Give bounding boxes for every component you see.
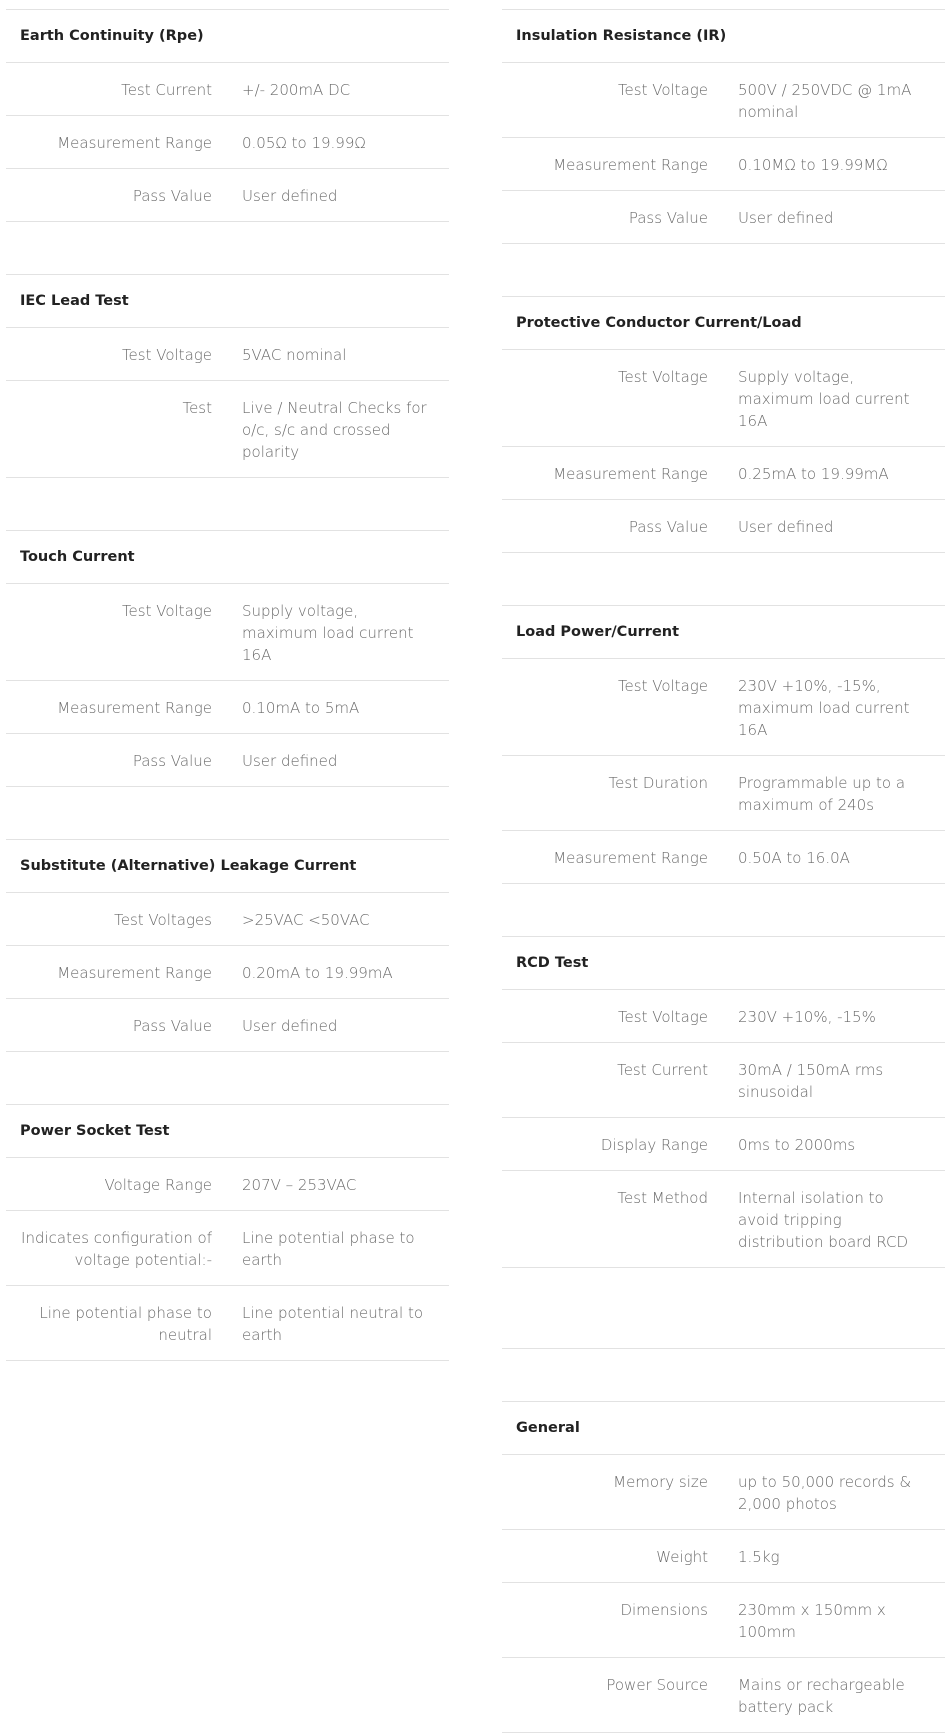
spec-label: Test Voltage <box>617 81 708 99</box>
section-title: Earth Continuity (Rpe) <box>20 28 204 44</box>
section-title: General <box>516 1420 580 1436</box>
spec-value: 30mA / 150mA rms sinusoidal <box>738 1061 884 1101</box>
spec-row <box>502 1043 945 1118</box>
section-title: RCD Test <box>516 955 589 971</box>
spec-label: Test Voltage <box>121 346 212 364</box>
section-title: Substitute (Alternative) Leakage Current <box>20 858 357 874</box>
spec-label: Display Range <box>600 1136 708 1154</box>
spec-value: 0.20mA to 19.99mA <box>242 964 393 982</box>
spec-table-left <box>6 9 449 1361</box>
spec-label: Measurement Range <box>57 134 212 152</box>
section-header-row <box>6 1105 449 1158</box>
section-title: Protective Conductor Current/Load <box>516 315 802 331</box>
spec-row <box>502 1171 945 1268</box>
spec-value: Line potential phase to earth <box>242 1229 415 1269</box>
spec-label: Test Voltage <box>617 677 708 695</box>
spec-row <box>502 990 945 1043</box>
spec-row <box>6 328 449 381</box>
spec-row <box>502 447 945 500</box>
spec-value: 1.5kg <box>738 1548 780 1566</box>
spec-value: 0.10MΩ to 19.99MΩ <box>738 156 888 174</box>
section-title: Power Socket Test <box>20 1123 170 1139</box>
section-spacer <box>6 787 449 840</box>
spec-label: Pass Value <box>132 187 212 205</box>
spec-row <box>502 1455 945 1530</box>
spec-label: Pass Value <box>132 1017 212 1035</box>
section-header-row <box>502 297 945 350</box>
spec-value: 0.50A to 16.0A <box>738 849 850 867</box>
spec-label: Test Voltages <box>114 911 212 929</box>
spec-row <box>502 191 945 244</box>
spec-label: Line potential phase to neutral <box>39 1304 212 1344</box>
spec-label: Test Duration <box>608 774 708 792</box>
spec-row <box>502 659 945 756</box>
spec-table-body <box>6 10 449 1361</box>
spec-row <box>6 999 449 1052</box>
spec-row <box>6 893 449 946</box>
spec-label: Test Current <box>617 1061 708 1079</box>
section-spacer <box>6 222 449 275</box>
section-header-row <box>502 10 945 63</box>
blank-row <box>502 1268 945 1349</box>
spec-value: Line potential neutral to earth <box>242 1304 423 1344</box>
spec-value: User defined <box>242 187 338 205</box>
spec-row <box>502 500 945 553</box>
section-title: Load Power/Current <box>516 624 680 640</box>
spec-value: 0.10mA to 5mA <box>242 699 360 717</box>
spec-value: 5VAC nominal <box>242 346 347 364</box>
spec-row <box>6 946 449 999</box>
spec-row <box>502 63 945 138</box>
spec-value: User defined <box>242 752 338 770</box>
spec-value: 207V – 253VAC <box>242 1176 357 1194</box>
spec-label: Pass Value <box>132 752 212 770</box>
section-spacer <box>502 553 945 606</box>
section-spacer <box>6 1052 449 1105</box>
spec-label: Weight <box>656 1548 708 1566</box>
section-spacer <box>6 478 449 531</box>
spec-table-body <box>502 10 945 1733</box>
section-header-row <box>502 937 945 990</box>
spec-label: Test Voltage <box>121 602 212 620</box>
spec-value: +/- 200mA DC <box>242 81 351 99</box>
spec-value: User defined <box>242 1017 338 1035</box>
spec-row <box>6 63 449 116</box>
spec-value: 0ms to 2000ms <box>738 1136 856 1154</box>
section-spacer <box>502 884 945 937</box>
spec-row <box>502 1530 945 1583</box>
spec-label: Power Source <box>606 1676 708 1694</box>
spec-row <box>6 169 449 222</box>
spec-value: up to 50,000 records & 2,000 photos <box>738 1473 912 1513</box>
section-header-row <box>6 840 449 893</box>
spec-value: Programmable up to a maximum of 240s <box>738 774 906 814</box>
spec-value: Internal isolation to avoid tripping distribution board RCD <box>738 1189 909 1251</box>
spec-column-right <box>502 9 945 1733</box>
spec-row <box>502 756 945 831</box>
spec-label: Measurement Range <box>553 156 708 174</box>
spec-column-left <box>6 9 449 1361</box>
section-header-row <box>502 1402 945 1455</box>
spec-label: Pass Value <box>628 518 708 536</box>
spec-row <box>6 1211 449 1286</box>
spec-label: Measurement Range <box>553 465 708 483</box>
section-spacer <box>502 1349 945 1402</box>
spec-label: Test Voltage <box>617 368 708 386</box>
spec-label: Pass Value <box>628 209 708 227</box>
spec-row <box>6 734 449 787</box>
spec-value: Live / Neutral Checks for o/c, s/c and crossed polarity <box>242 399 427 461</box>
spec-label: Test Voltage <box>617 1008 708 1026</box>
spec-row <box>6 116 449 169</box>
spec-row <box>502 1118 945 1171</box>
spec-value: 500V / 250VDC @ 1mA nominal <box>738 81 912 121</box>
spec-row <box>6 1286 449 1361</box>
spec-value: Supply voltage, maximum load current 16A <box>738 368 910 430</box>
spec-value: 230V +10%, -15%, maximum load current 16A <box>738 677 910 739</box>
spec-value: >25VAC <50VAC <box>242 911 370 929</box>
section-header-row <box>502 606 945 659</box>
spec-value: 0.25mA to 19.99mA <box>738 465 889 483</box>
spec-row <box>6 584 449 681</box>
section-title: Touch Current <box>20 549 135 565</box>
spec-row <box>502 350 945 447</box>
section-spacer <box>502 244 945 297</box>
spec-value: 230mm x 150mm x 100mm <box>738 1601 886 1641</box>
spec-label: Test <box>182 399 212 417</box>
spec-value: 0.05Ω to 19.99Ω <box>242 134 366 152</box>
spec-row <box>6 681 449 734</box>
spec-row <box>6 381 449 478</box>
spec-row <box>502 831 945 884</box>
spec-row <box>502 1658 945 1733</box>
spec-row <box>502 138 945 191</box>
spec-row <box>6 1158 449 1211</box>
section-header-row <box>6 10 449 63</box>
spec-label: Measurement Range <box>553 849 708 867</box>
spec-label: Measurement Range <box>57 964 212 982</box>
spec-label: Test Current <box>121 81 212 99</box>
section-header-row <box>6 275 449 328</box>
spec-value: Supply voltage, maximum load current 16A <box>242 602 414 664</box>
spec-label: Test Method <box>617 1189 708 1207</box>
spec-label: Indicates configuration of voltage potential:- <box>21 1229 212 1269</box>
section-title: Insulation Resistance (IR) <box>516 28 727 44</box>
spec-label: Voltage Range <box>104 1176 212 1194</box>
spec-value: Mains or rechargeable battery pack <box>738 1676 905 1716</box>
spec-row <box>502 1583 945 1658</box>
spec-value: 230V +10%, -15% <box>738 1008 876 1026</box>
spec-label: Dimensions <box>620 1601 708 1619</box>
section-title: IEC Lead Test <box>20 293 129 309</box>
spec-value: User defined <box>738 518 834 536</box>
spec-table-right <box>502 9 945 1733</box>
section-header-row <box>6 531 449 584</box>
spec-value: User defined <box>738 209 834 227</box>
spec-label: Measurement Range <box>57 699 212 717</box>
spec-label: Memory size <box>613 1473 708 1491</box>
